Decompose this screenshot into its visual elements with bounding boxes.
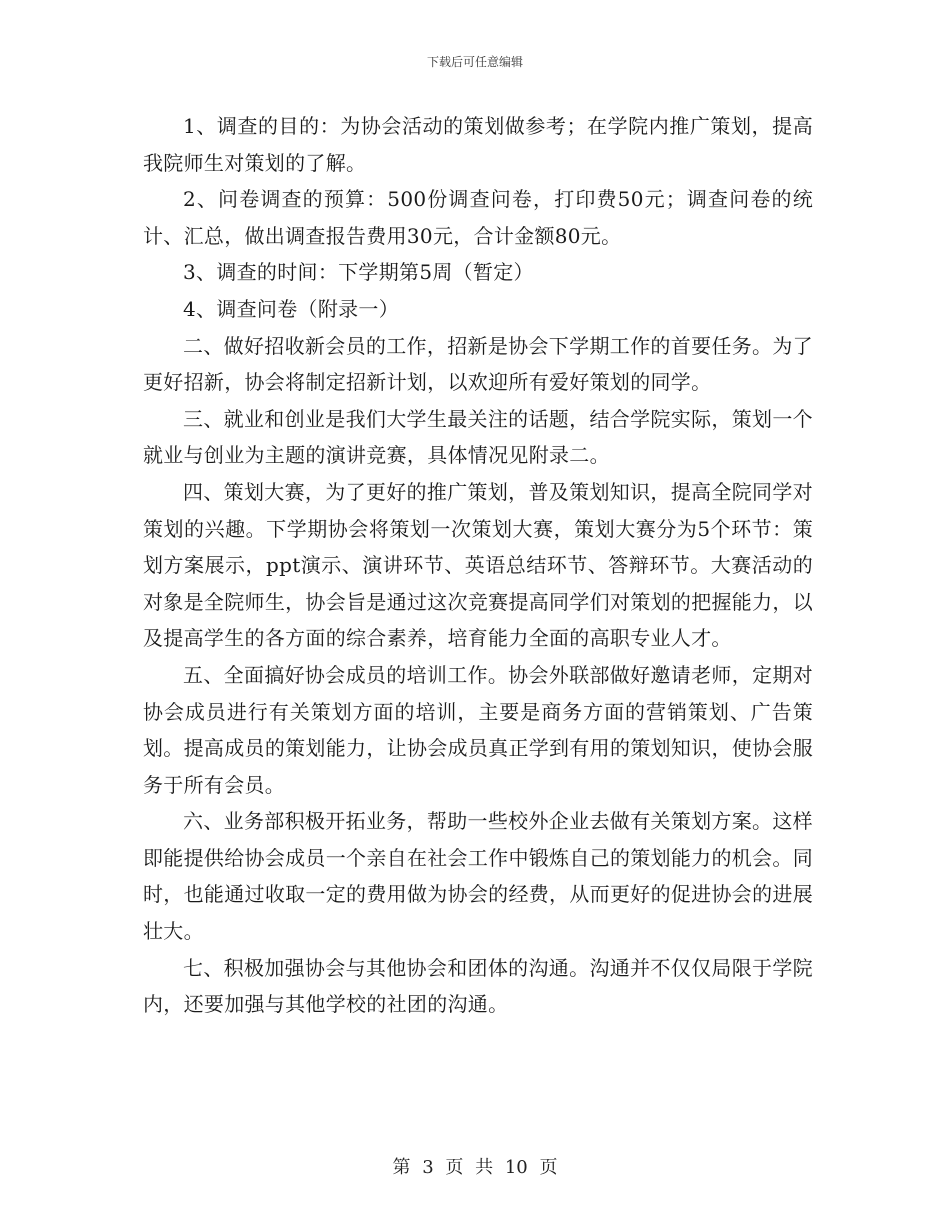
paragraph-communication: 七、积极加强协会与其他协会和团体的沟通。沟通并不仅仅局限于学院内，还要加强与其他学校的社团的沟通。 (143, 955, 813, 1017)
page-number-footer: 第 3 页 共 10 页 (392, 1157, 558, 1178)
paragraph-speech-contest: 三、就业和创业是我们大学生最关注的话题，结合学院实际，策划一个就业与创业为主题的演讲竞赛，具体情况见附录二。 (143, 406, 813, 468)
paragraph-member-training: 五、全面搞好协会成员的培训工作。协会外联部做好邀请老师，定期对协会成员进行有关策划方面的培训，主要是商务方面的营销策划、广告策划。提高成员的策划能力，让协会成员真正学到有用的策划知识，使协会服务于所有会员。 (143, 662, 813, 797)
paragraph-survey-questionnaire: 4、调查问卷（附录一） (183, 296, 400, 321)
paragraph-survey-budget: 2、问卷调查的预算：500份调查问卷，打印费50元；调查问卷的统计、汇总，做出调查报告费用30元，合计金额80元。 (143, 187, 813, 248)
paragraph-survey-purpose: 1、调查的目的：为协会活动的策划做参考；在学院内推广策划，提高我院师生对策划的了解。 (143, 114, 813, 175)
paragraph-survey-time: 3、调查的时间：下学期第5周（暂定） (183, 260, 534, 285)
document-body (143, 108, 813, 1023)
paragraph-recruitment: 二、做好招收新会员的工作，招新是协会下学期工作的首要任务。为了更好招新，协会将制定招新计划，以欢迎所有爱好策划的同学。 (143, 333, 813, 395)
paragraph-planning-contest: 四、策划大赛，为了更好的推广策划，普及策划知识，提高全院同学对策划的兴趣。下学期协会将策划一次策划大赛，策划大赛分为5个环节：策划方案展示，ppt演示、演讲环节、英语总结环节、答辩环节。大赛活动的对象是全院师生，协会旨是通过这次竞赛提高同学们对策划的把握能力，以及提高学生的各方面的综合素养，培育能力全面的高职专业人才。 (143, 479, 813, 651)
page-header: 下载后可任意编辑 (426, 55, 523, 69)
paragraph-business-development: 六、业务部积极开拓业务，帮助一些校外企业去做有关策划方案。这样即能提供给协会成员一个亲自在社会工作中锻炼自己的策划能力的机会。同时，也能通过收取一定的费用做为协会的经费，从而更好的促进协会的进展壮大。 (143, 809, 813, 944)
